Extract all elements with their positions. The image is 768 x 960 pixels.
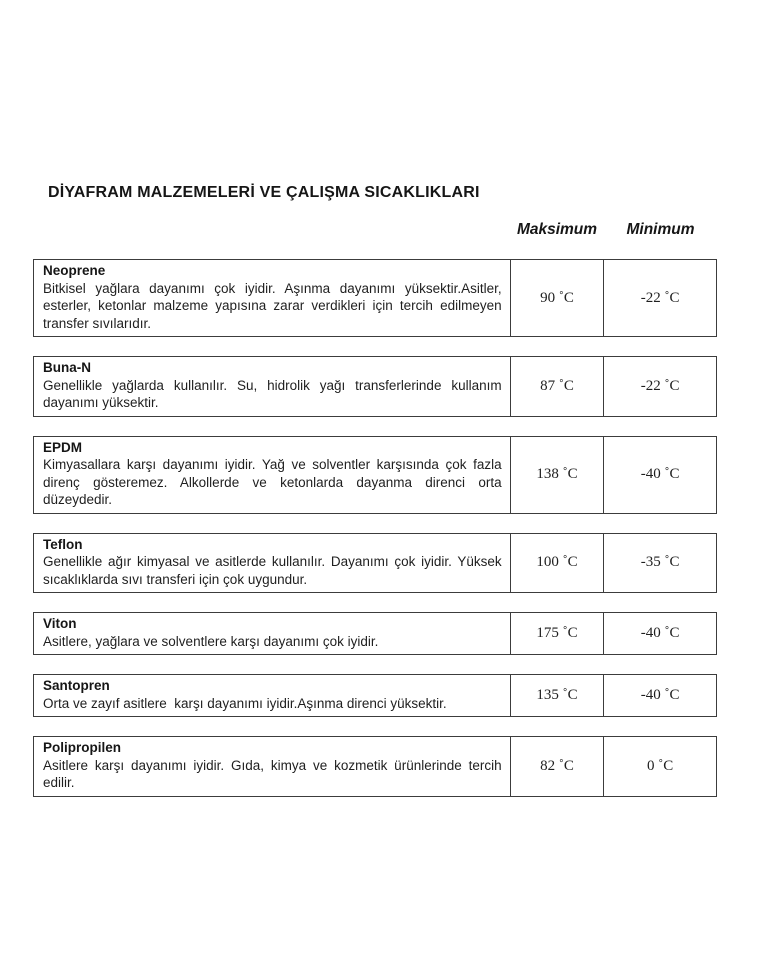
material-name: Viton <box>43 616 77 631</box>
column-header-minimum: Minimum <box>626 221 695 238</box>
material-description-cell <box>34 534 510 593</box>
material-min-temp: -40 ˚C <box>603 437 716 513</box>
material-row-neoprene <box>33 259 717 337</box>
material-description: Asitlere karşı dayanımı iyidir. Gıda, kimya ve kozmetik ürünlerinde tercih edilir. <box>43 757 506 790</box>
material-max-temp: 90 ˚C <box>510 260 604 336</box>
table-column-headers <box>33 221 717 239</box>
material-row-viton <box>33 612 717 655</box>
material-min-temp: -40 ˚C <box>603 613 716 654</box>
material-description: Genellikle yağlarda kullanılır. Su, hidrolik yağı transferlerinde kullanım dayanımı yüksektir. <box>43 377 506 410</box>
material-max-temp: 87 ˚C <box>510 357 604 416</box>
material-row-epdm <box>33 436 717 514</box>
material-description: Genellikle ağır kimyasal ve asitlerde kullanılır. Dayanımı çok iyidir. Yüksek sıcaklıklarda sıvı transferi için çok uygundur. <box>43 554 506 587</box>
material-name: Neoprene <box>43 263 106 278</box>
material-description: Bitkisel yağlara dayanımı çok iyidir. Aşınma dayanımı yüksektir.Asitler, esterler, ketonlar malzeme yapısına zarar verdikleri için tercih edilmeyen transfer sıvılarıdır. <box>43 280 506 331</box>
material-description-cell <box>34 613 510 654</box>
material-row-polipropilen <box>33 736 717 797</box>
material-description-cell <box>34 675 510 716</box>
page-title: DİYAFRAM MALZEMELERİ VE ÇALIŞMA SICAKLIKLARI <box>48 184 480 201</box>
material-min-temp: -22 ˚C <box>603 357 716 416</box>
material-name: Santopren <box>43 678 110 693</box>
material-max-temp: 138 ˚C <box>510 437 604 513</box>
material-max-temp: 82 ˚C <box>510 737 604 796</box>
material-name: Buna-N <box>43 360 91 375</box>
material-description-cell <box>34 437 510 513</box>
material-row-santopren <box>33 674 717 717</box>
material-name: EPDM <box>43 439 83 455</box>
material-min-temp: -22 ˚C <box>603 260 716 336</box>
material-max-temp: 100 ˚C <box>510 534 604 593</box>
material-row-buna-n <box>33 356 717 417</box>
material-min-temp: -35 ˚C <box>603 534 716 593</box>
material-description-cell <box>34 357 510 416</box>
material-max-temp: 135 ˚C <box>510 675 604 716</box>
material-row-teflon <box>33 533 717 594</box>
material-description-cell <box>34 260 510 336</box>
material-description-cell <box>34 737 510 796</box>
column-header-maksimum: Maksimum <box>516 221 598 238</box>
material-name: Teflon <box>43 536 83 552</box>
material-min-temp: -40 ˚C <box>603 675 716 716</box>
material-name: Polipropilen <box>43 740 122 755</box>
material-description: Orta ve zayıf asitlere karşı dayanımı iyidir.Aşınma direnci yüksektir. <box>43 695 447 711</box>
material-min-temp: 0 ˚C <box>603 737 716 796</box>
material-max-temp: 175 ˚C <box>510 613 604 654</box>
material-description: Asitlere, yağlara ve solventlere karşı dayanımı çok iyidir. <box>43 633 379 649</box>
materials-table <box>33 221 717 816</box>
material-description: Kimyasallara karşı dayanımı iyidir. Yağ ve solventler karşısında çok fazla direnç gösteremez. Alkollerde ve ketonlarda dayanma direnci orta düzeydedir. <box>43 457 506 507</box>
